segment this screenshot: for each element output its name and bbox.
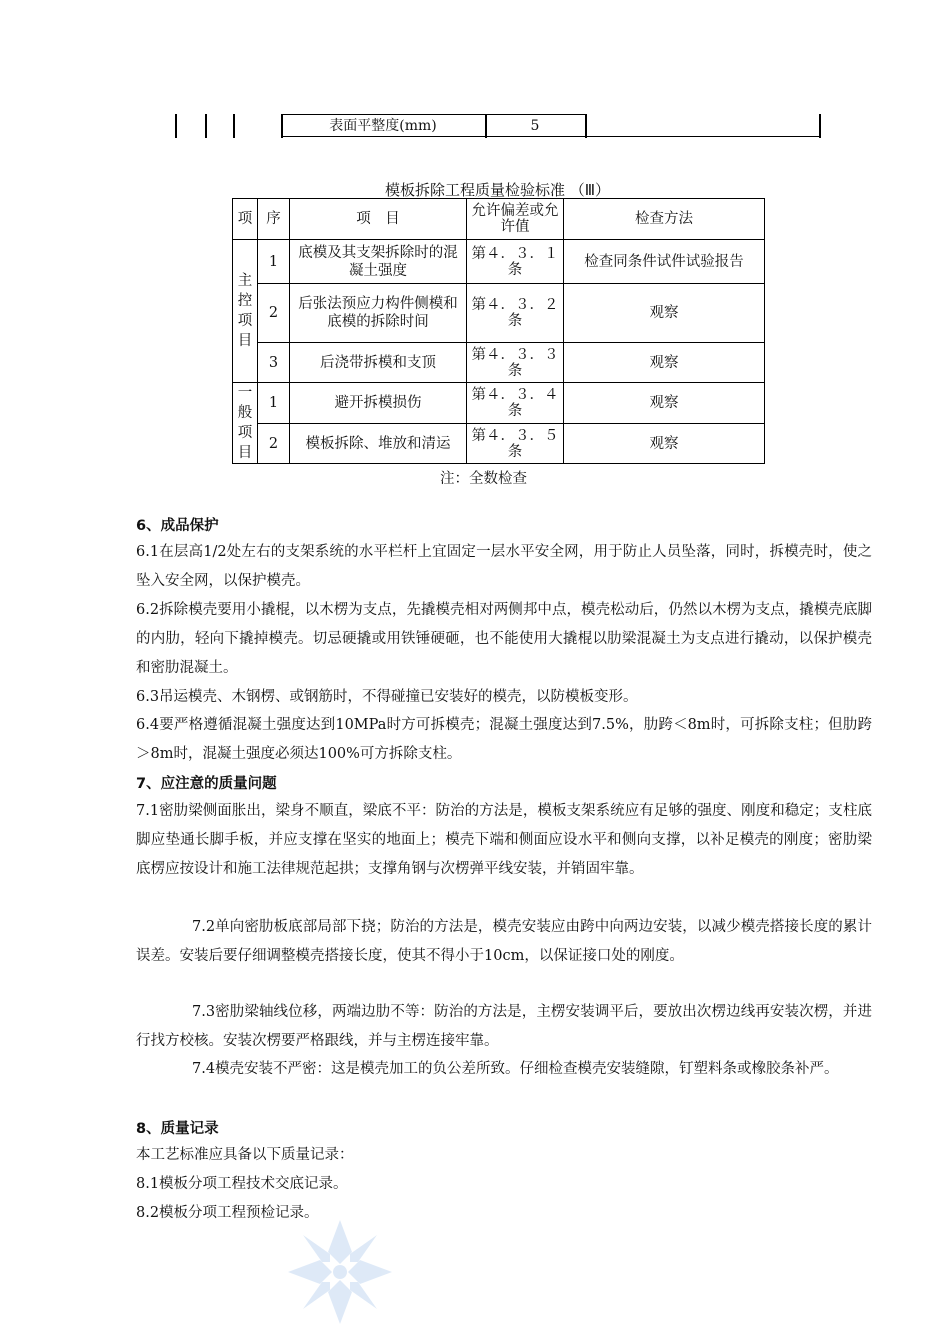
row-clause: 第４．３．４条 <box>467 383 564 424</box>
row-no: 3 <box>258 343 290 383</box>
row-no: 2 <box>258 284 290 343</box>
paragraph-6-2: 6.2拆除模壳要用小撬棍，以木楞为支点，先撬模壳相对两侧邦中点，模壳松动后，仍然以木楞为支点，撬模壳底脚的内肋，轻向下撬掉模壳。切忌硬撬或用铁锤硬砸，也不能使用大撬棍以肋梁混凝土为支点进行撬动，以保护模壳和密肋混凝土。 <box>136 602 872 677</box>
row-item: 底模及其支架拆除时的混凝土强度 <box>290 240 467 284</box>
heading-quality-records: 8、质量记录 <box>136 1121 219 1137</box>
row-method: 观察 <box>564 343 765 383</box>
paragraph-7-1: 7.1密肋梁侧面胀出，梁身不顺直，梁底不平：防治的方法是，模板支架系统应有足够的强度、刚度和稳定；支柱底脚应垫通长脚手板，并应支撑在坚实的地面上；模壳下端和侧面应设水平和侧向支撑，以补足模壳的刚度；密肋梁底楞应按设计和施工法律规范起拱；支撑角钢与次楞弹平线安装，并销固牢靠。 <box>136 803 872 878</box>
table-row <box>233 383 765 424</box>
header-seq: 序 <box>258 199 290 240</box>
paragraph-6-1: 6.1在层高1/2处左右的支架系统的水平栏杆上宜固定一层水平安全网，用于防止人员坠落，同时，拆模壳时，使之坠入安全网，以保护模壳。 <box>136 544 872 590</box>
table-title: 模板拆除工程质量检验标准 （Ⅲ） <box>384 181 611 199</box>
group-general: 一般项目 <box>233 383 258 464</box>
paragraph-8-intro: 本工艺标准应具备以下质量记录： <box>136 1147 354 1163</box>
row-item: 避开拆模损伤 <box>290 383 467 424</box>
paragraph-8-1: 8.1模板分项工程技术交底记录。 <box>136 1176 348 1192</box>
row-clause: 第４．３．５条 <box>467 424 564 464</box>
header-item: 项 目 <box>290 199 467 240</box>
row-no: 1 <box>258 240 290 284</box>
row-method: 观察 <box>564 284 765 343</box>
previous-table-fragment <box>175 114 821 138</box>
header-category: 项 <box>233 199 258 240</box>
fragment-value: 5 <box>530 118 540 134</box>
table-row <box>233 240 765 284</box>
group-main-control: 主控项目 <box>233 240 258 383</box>
row-method: 观察 <box>564 424 765 464</box>
fragment-item: 表面平整度(mm) <box>329 118 437 134</box>
paragraph-7-2: 7.2单向密肋板底部局部下挠；防治的方法是，模壳安装应由跨中向两边安装，以减少模壳搭接长度的累计误差。安装后要仔细调整模壳搭接长度，使其不得小于10cm，以保证接口处的刚度。 <box>136 919 872 965</box>
heading-finished-product-protection: 6、成品保护 <box>136 518 219 534</box>
paragraph-6-3: 6.3吊运模壳、木钢楞、或钢筋时，不得碰撞已安装好的模壳，以防模板变形。 <box>136 689 638 705</box>
header-tolerance: 允许偏差或允许值 <box>467 199 564 240</box>
row-method: 观察 <box>564 383 765 424</box>
table-row <box>233 343 765 383</box>
row-item: 后浇带拆模和支顶 <box>290 343 467 383</box>
row-clause: 第４．３．１条 <box>467 240 564 284</box>
table-row <box>233 424 765 464</box>
row-clause: 第４．３．２条 <box>467 284 564 343</box>
header-method: 检查方法 <box>564 199 765 240</box>
row-method: 检查同条件试件试验报告 <box>564 240 765 284</box>
row-clause: 第４．３．３条 <box>467 343 564 383</box>
paragraph-7-4: 7.4模壳安装不严密：这是模壳加工的负公差所致。仔细检查模壳安装缝隙，钉塑料条或橡胶条补严。 <box>192 1061 839 1077</box>
table-header-row <box>233 199 765 240</box>
row-no: 1 <box>258 383 290 424</box>
inspection-standard-table <box>232 198 765 464</box>
paragraph-7-3: 7.3密肋梁轴线位移，两端边肋不等：防治的方法是，主楞安装调平后，要放出次楞边线再安装次楞，并进行找方校核。安装次楞要严格跟线，并与主楞连接牢靠。 <box>136 1004 872 1050</box>
heading-quality-issues: 7、应注意的质量问题 <box>136 776 277 792</box>
row-item: 模板拆除、堆放和清运 <box>290 424 467 464</box>
row-item: 后张法预应力构件侧模和底模的拆除时间 <box>290 284 467 343</box>
watermark-icon <box>280 1212 400 1332</box>
row-no: 2 <box>258 424 290 464</box>
paragraph-6-4: 6.4要严格遵循混凝土强度达到10MPa时方可拆模壳；混凝土强度达到7.5%，肋跨＜8m时，可拆除支柱；但肋跨＞8m时，混凝土强度必须达100%可方拆除支柱。 <box>136 717 872 763</box>
table-row <box>233 284 765 343</box>
paragraph-8-2: 8.2模板分项工程预检记录。 <box>136 1205 319 1221</box>
table-note: 注：全数检查 <box>440 471 527 487</box>
